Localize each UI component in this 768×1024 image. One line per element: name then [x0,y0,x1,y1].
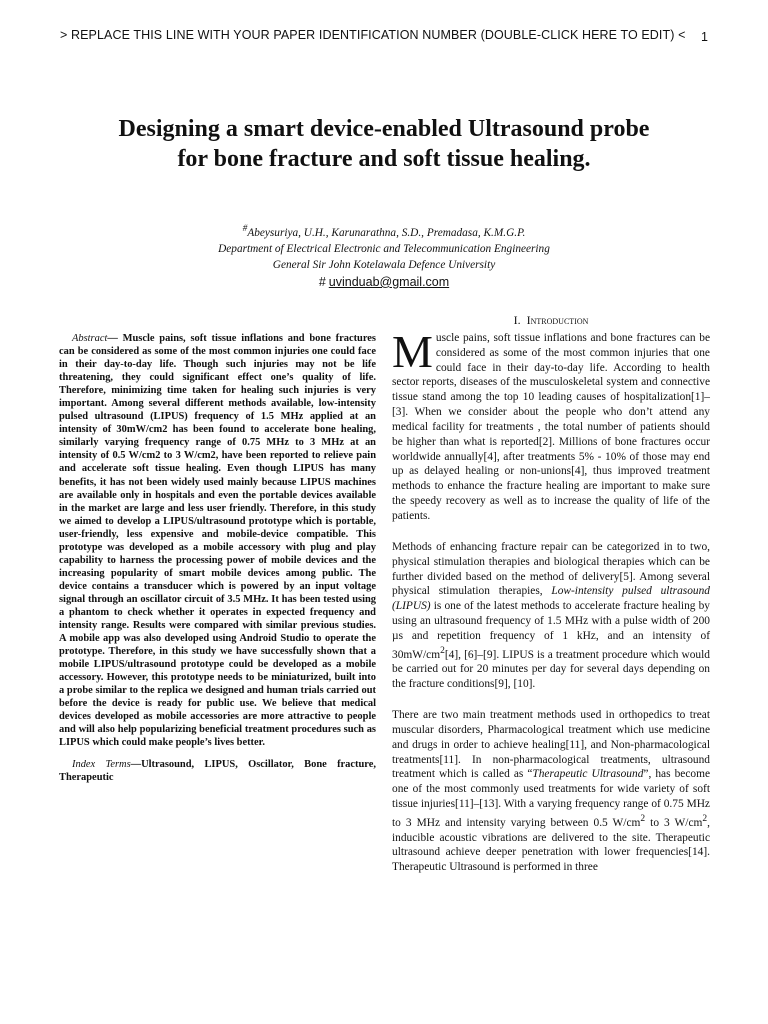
intro-p3-italic: Therapeutic Ultrasound [532,768,644,781]
section-title-rest: ntroduction [530,313,589,327]
title-line-2: for bone fracture and soft tissue healing. [177,146,591,172]
section-heading [392,313,710,328]
intro-paragraph-1 [392,325,710,524]
intro-p3-d: , inducible acoustic vibrations are delivered to the site. Therapeutic ultrasound achieve deeper penetration with lower frequencies[14]. Therapeutic Ultrasound is performed in three [392,816,710,874]
title-line-1: Designing a smart device-enabled Ultrasound probe [118,116,650,142]
author-block [60,221,708,291]
intro-p3-b: ”, has become one of the most commonly used treatments for wide variety of soft tissue injuries[11]–[13]. With a varying frequency range of 0.75 MHz to 3 MHz and intensity varying between 0.5 W/cm [392,768,711,829]
email-marker: # [318,274,326,289]
section-title-first: I [526,313,531,327]
intro-p1-text: uscle pains, soft tissue inflations and bone fractures can be considered as some of the most common injuries that one could face in their day-to-day life. According to health sector reports, diseases of the musculoskeletal system and connective tissue stand among the top 10 leading causes of hospitalization[1]–[3]. When we consider about the people who don’t attend any medical facility for treatments , the total number of patients should be higher than what is reported[2]. Millions of bone fractures occur worldwide annually[4], after treatments 5% - 10% of those may end up as delayed healing or non-unions[4], thus improved treatment methods to enhance the fracture healing are important to make sure the speedy recovery as well as to increase the quality of life of the patients. [392,331,710,522]
author-department: Department of Electrical Electronic and Telecommunication Engineering [218,242,550,255]
intro-p3-sup2: 2 [702,813,708,824]
running-header: > REPLACE THIS LINE WITH YOUR PAPER IDENTIFICATION NUMBER (DOUBLE-CLICK HERE TO EDIT) < [60,28,686,42]
abstract [59,332,376,750]
drop-cap: M [392,325,433,377]
index-terms-dash: — [130,758,142,770]
index-terms-text: Ultrasound, LIPUS, Oscillator, Bone fracture, Therapeutic [59,758,376,783]
author-email [60,273,708,291]
index-terms [59,758,376,784]
intro-paragraph-3 [392,708,710,875]
author-university: General Sir John Kotelawala Defence University [272,258,496,271]
section-numeral: I. [513,313,521,327]
abstract-label: Abstract [72,333,108,344]
author-names-text: Abeysuriya, U.H., Karunarathna, S.D., Premadasa, K.M.G.P. [247,226,526,239]
email-link[interactable]: uvinduab@gmail.com [328,274,450,289]
intro-p2-sup: 2 [440,645,445,656]
page-number: 1 [701,30,708,44]
intro-p2-italic: Low-intensity pulsed ultrasound (LIPUS) [392,585,710,613]
section-title [527,313,589,327]
intro-p3-a: There are two main treatment methods used in orthopedics to treat muscular disorders, Pharmacological treatment which use medicine and drugs in order to achieve healing[11], and Non-pharmacological treatments[11]. In non-pharmacological treatments, ultrasound treatment which is called as “ [392,709,710,781]
abstract-dash: — [107,333,118,344]
right-column [392,313,710,891]
intro-p2-b: is one of the latest methods to accelerate fracture healing by using an ultrasound frequency of 1.5 MHz with a pulse width of 200 µs and repetition frequency of 1 kHz, and an intensity of 30mW/cm [392,600,710,661]
intro-p3-sup1: 2 [640,813,646,824]
author-names [60,221,708,241]
abstract-text: Muscle pains, soft tissue inflations and bone fractures can be considered as some of the most common injuries one could face in their day-to-day life. Though such injuries may not be life threatening, they could significant effect one’s quality of life. Therefore, minimizing time taken for healing such injuries is very important. Among several different methods available, low-intensity pulsed ultrasound (LIPUS) frequency of 1.5 MHz applied at an intensity of 30mW/cm2 has been found to accelerate bone healing, similarly varying frequency range of 0.75 MHz to 3 MHz at an intensity of 0.5 W/cm2 to 3 W/cm2, have been reported to relieve pain and accelerate soft tissue healing. Even though LIPUS has many benefits, it has not been widely used mainly because LIPUS machines are available only in hospitals and even the portable devices available in the market are large and less user friendly. Therefore, in this study we aimed to develop a LIPUS/ultrasound prototype which is portable, user-friendly, less expensive and mobile-device compatible. This prototype was developed as a mobile accessory with plug and play capability to harness the processing power of mobile devices and the increasing popularity of smart mobile devices among public. The device contains a transducer which is powered by an input voltage signal through an oscillator circuit of 3.5 MHz. It has been tested using a phantom to check whether it operates in expected frequency and intensity range. Results were compared with similar previous studies. A mobile app was also developed using Android Studio to operate the prototype. Therefore, in this study we have successfully shown that a mobile LIPUS/ultrasound prototype could be developed as a mobile accessory. However, this prototype needs to be miniaturized, built into a probe similar to the replica we designed and human trials carried out before the device is ready for public use. We believe that medical devices developed as mobile accessories are more attractive to people and will also help popularizing beneficial treatment procedures such as LIPUS which could make people’s lives better. [59,333,376,749]
intro-paragraph-2 [392,540,710,692]
author-marker: # [242,224,248,234]
intro-p3-c: to 3 W/cm [645,816,703,829]
paper-title [60,114,708,174]
left-column [59,332,376,784]
intro-p2-c: [4], [6]–[9]. LIPUS is a treatment procedure which would be carried out for 20 minutes per day for several days depending on the fracture conditions[9], [10]. [392,648,710,691]
index-terms-label: Index Terms [72,758,131,770]
intro-p2-a: Methods of enhancing fracture repair can be categorized in to two, physical stimulation therapies and biological therapies which can be further divided based on the method of delivery[5]. Among several physical stimulation therapies, [392,540,710,598]
